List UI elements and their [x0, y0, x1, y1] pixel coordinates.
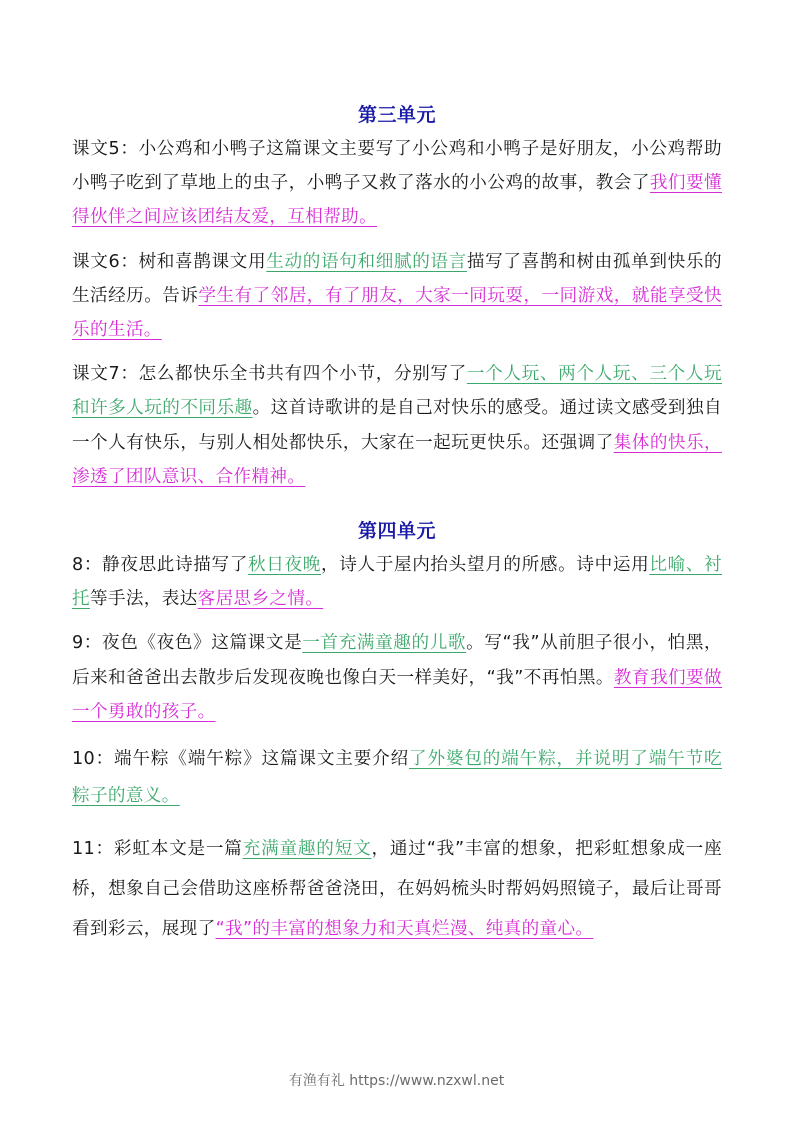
lesson-8-paragraph: [72, 548, 722, 616]
lesson-9-paragraph: [72, 626, 722, 729]
key-point-green: 秋日夜晚: [248, 555, 321, 576]
text-segment: 11：彩虹本文是一篇: [72, 839, 243, 860]
lesson-11-paragraph: [72, 829, 722, 949]
key-point-pink: 集体的快乐，渗透了团队意识、合作精神。: [72, 432, 722, 487]
key-point-pink: “我”的丰富的想象力和天真烂漫、纯真的童心。: [215, 919, 594, 940]
key-point-pink: 我们要懂得伙伴之间应该团结友爱，互相帮助。: [72, 173, 722, 228]
lesson-6-paragraph: [72, 245, 722, 348]
text-segment: 课文6：树和喜鹊课文用: [72, 251, 267, 272]
text-segment: 。写“我”从前胆子很小，怕黑，后来和爸爸出去散步后发现夜晚也像白天一样美好，“我”不再怕黑。: [72, 633, 723, 688]
text-segment: 课文5：小公鸡和小鸭子这篇课文主要写了小公鸡和小鸭子是好朋友，小公鸡帮助小鸭子吃到了草地上的虫子，小鸭子又救了落水的小公鸡的故事，教会了: [72, 139, 722, 194]
text-segment: ，诗人于屋内抬头望月的所感。诗中运用: [320, 555, 650, 576]
page-footer: 有渔有礼 https://www.nzxwl.net: [288, 1073, 505, 1089]
key-point-pink: 教育我们要做一个勇敢的孩子。: [72, 667, 722, 722]
lesson-7-paragraph: [72, 357, 722, 494]
key-point-pink: 学生有了邻居，有了朋友，大家一同玩耍，一同游戏，就能享受快乐的生活。: [72, 285, 723, 341]
unit-3-section: [72, 100, 722, 494]
text-segment: 描写了喜鹊和树由孤单到快乐的生活经历。告诉: [72, 251, 723, 306]
unit-4-section: [72, 516, 722, 949]
text-segment: ，通过“我”丰富的想象，把彩虹想象成一座桥，想象自己会借助这座桥帮爸爸浇田，在妈妈梳头时帮妈妈照镜子，最后让哥哥看到彩云，展现了: [72, 839, 723, 940]
key-point-green: 充满童趣的短文: [242, 839, 372, 860]
lesson-10-paragraph: [72, 741, 722, 815]
key-point-green: 一首充满童趣的儿歌: [302, 633, 467, 654]
text-segment: 等手法，表达: [89, 589, 198, 610]
key-point-green: 一个人玩、两个人玩、三个人玩和许多人玩的不同乐趣: [72, 364, 722, 419]
text-segment: 8：静夜思此诗描写了: [72, 555, 249, 576]
text-segment: 。这首诗歌讲的是自己对快乐的感受。通过读文感受到独自一个人有快乐，与别人相处都快乐，大家在一起玩更快乐。还强调了: [72, 398, 722, 453]
text-segment: 课文7：怎么都快乐全书共有四个小节，分别写了: [72, 364, 467, 385]
unit-title: 第三单元: [357, 104, 436, 126]
text-segment: 10：端午粽《端午粽》这篇课文主要介绍: [72, 749, 410, 770]
unit-title: 第四单元: [357, 520, 436, 543]
text-segment: 9：夜色《夜色》这篇课文是: [72, 633, 303, 654]
key-point-pink: 客居思乡之情。: [197, 589, 324, 610]
key-point-green: 比喻、衬托: [72, 555, 722, 610]
lesson-5-paragraph: [72, 132, 722, 235]
key-point-green: 生动的语句和细腻的语言: [266, 251, 467, 272]
key-point-green: 了外婆包的端午粽，并说明了端午节吃粽子的意义。: [72, 749, 723, 807]
document-page: [72, 100, 722, 958]
